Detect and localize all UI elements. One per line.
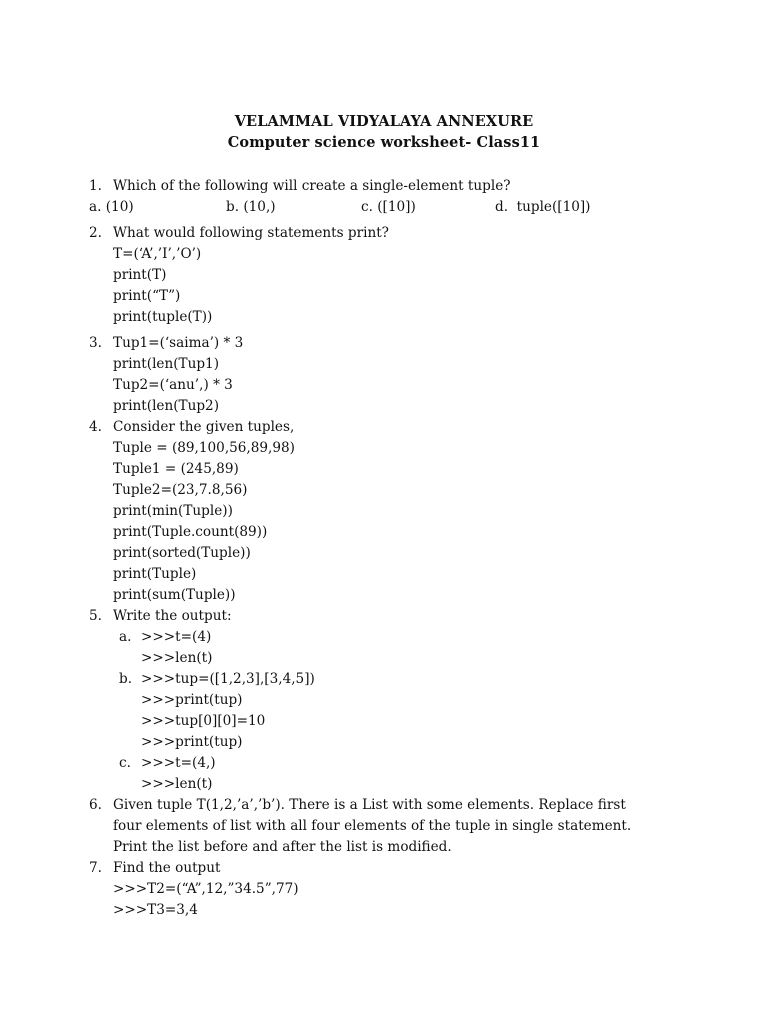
sub-label: c. — [119, 755, 131, 771]
question-number: 4. — [89, 419, 102, 435]
question-6 — [89, 795, 749, 858]
option-c: c. ([10]) — [361, 199, 416, 215]
question-number: 2. — [89, 225, 102, 241]
sub-question-a — [113, 627, 749, 669]
question-number: 1. — [89, 178, 102, 194]
code-line: print(Tuple.count(89)) — [113, 524, 268, 540]
code-line: print(T) — [113, 267, 167, 283]
question-text: Given tuple T(1,2,’a’,’b’). There is a List with some elements. Replace first — [113, 797, 626, 813]
code-line: print(len(Tup1) — [113, 356, 219, 372]
question-number: 7. — [89, 860, 102, 876]
option-b: b. (10,) — [226, 199, 276, 215]
worksheet-title: Computer science worksheet- Class11 — [227, 134, 541, 151]
question-text: Find the output — [113, 860, 221, 876]
answer-options — [89, 197, 749, 218]
question-text: Which of the following will create a single-element tuple? — [113, 178, 511, 194]
question-number: 6. — [89, 797, 102, 813]
code-line: >>>tup=([1,2,3],[3,4,5]) — [141, 671, 315, 687]
code-line: >>>tup[0][0]=10 — [141, 713, 266, 729]
question-1 — [89, 176, 749, 218]
code-line: print(len(Tup2) — [113, 398, 219, 414]
code-line: print(“T”) — [113, 288, 181, 304]
option-a: a. (10) — [89, 199, 134, 215]
question-3 — [89, 333, 749, 417]
code-line: print(sum(Tuple)) — [113, 587, 236, 603]
question-text: What would following statements print? — [113, 225, 389, 241]
code-line: >>>print(tup) — [141, 734, 243, 750]
code-line: print(Tuple) — [113, 566, 197, 582]
code-line: >>>t=(4,) — [141, 755, 216, 771]
sub-question-c — [113, 753, 749, 795]
code-line: Tuple = (89,100,56,89,98) — [113, 440, 295, 456]
question-text: Consider the given tuples, — [113, 419, 295, 435]
code-line: Tuple2=(23,7.8,56) — [113, 482, 248, 498]
code-line: >>>print(tup) — [141, 692, 243, 708]
code-line: Tup1=(‘saima’) * 3 — [113, 335, 244, 351]
question-4 — [89, 417, 749, 606]
question-text: four elements of list with all four elements of the tuple in single statement. — [113, 818, 632, 834]
question-number: 5. — [89, 608, 102, 624]
question-2 — [89, 223, 749, 328]
option-d: d. tuple([10]) — [495, 199, 591, 215]
code-line: >>>t=(4) — [141, 629, 212, 645]
sub-question-b — [113, 669, 749, 753]
question-7 — [89, 858, 749, 921]
code-line: print(tuple(T)) — [113, 309, 213, 325]
school-name: VELAMMAL VIDYALAYA ANNEXURE — [234, 113, 534, 130]
code-line: >>>len(t) — [141, 776, 213, 792]
question-5 — [89, 606, 749, 795]
question-text: Print the list before and after the list is modified. — [113, 839, 452, 855]
code-line: print(min(Tuple)) — [113, 503, 233, 519]
code-line: >>>T2=(“A”,12,”34.5”,77) — [113, 881, 299, 897]
code-line: >>>len(t) — [141, 650, 213, 666]
question-text: Write the output: — [113, 608, 232, 624]
code-line: Tup2=(‘anu’,) * 3 — [113, 377, 233, 393]
code-line: Tuple1 = (245,89) — [113, 461, 239, 477]
sub-label: a. — [119, 629, 132, 645]
code-line: T=(‘A’,’I’,’O’) — [113, 246, 202, 262]
code-line: print(sorted(Tuple)) — [113, 545, 251, 561]
code-line: >>>T3=3,4 — [113, 902, 198, 918]
sub-label: b. — [119, 671, 133, 687]
question-list — [89, 176, 749, 921]
question-number: 3. — [89, 335, 102, 351]
